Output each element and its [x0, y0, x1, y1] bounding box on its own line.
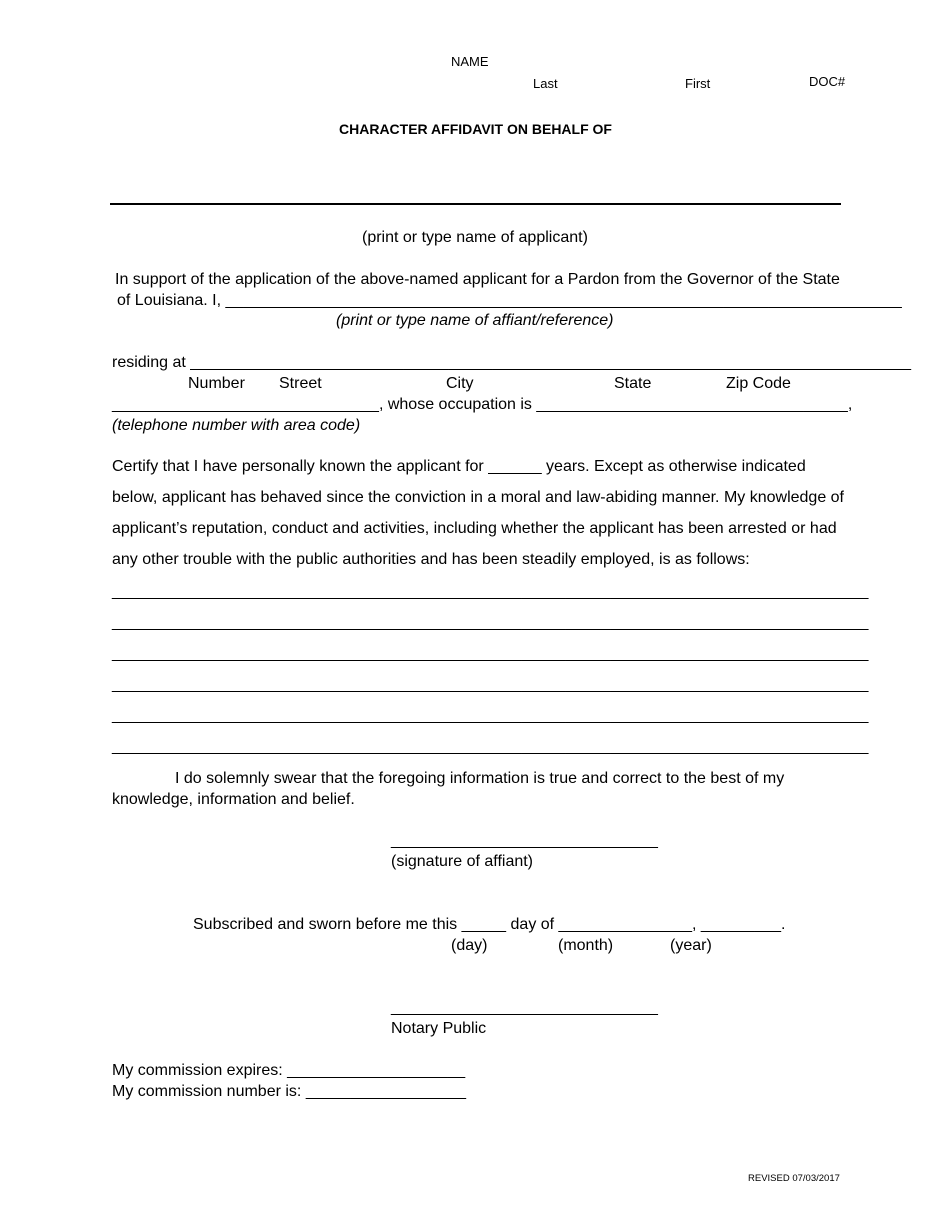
address-number-label: Number — [188, 375, 245, 392]
sworn-year-label: (year) — [670, 937, 712, 954]
notary-caption: Notary Public — [391, 1020, 487, 1037]
certify-text-line-1: Certify that I have personally known the applicant for ______ years. Except as otherwise indicated — [112, 458, 806, 475]
applicant-name-line[interactable] — [110, 203, 841, 205]
certify-text-line-3: applicant’s reputation, conduct and activities, including whether the applicant has been arrested or had — [112, 520, 837, 537]
affiant-signature-line[interactable]: ______________________________ — [391, 832, 658, 849]
notary-signature-line[interactable]: ______________________________ — [391, 999, 658, 1016]
commission-expires-field[interactable]: My commission expires: ____________________ — [112, 1062, 466, 1079]
answer-line[interactable]: _____________________________________________________________________________________ — [112, 738, 869, 755]
answer-line[interactable]: _____________________________________________________________________________________ — [112, 614, 869, 631]
certify-text-line-4: any other trouble with the public authorities and has been steadily employed, is as follows: — [112, 551, 750, 568]
form-title: CHARACTER AFFIDAVIT ON BEHALF OF — [339, 121, 612, 137]
address-street-label: Street — [279, 375, 322, 392]
phone-occupation-field[interactable]: ______________________________, whose occupation is ___________________________________, — [112, 396, 853, 413]
answer-line[interactable]: _____________________________________________________________________________________ — [112, 583, 869, 600]
answer-line[interactable]: _____________________________________________________________________________________ — [112, 707, 869, 724]
affiant-name-field[interactable]: of Louisiana. I, ____________________________________________________________________________ — [117, 292, 902, 309]
residence-field[interactable]: residing at _________________________________________________________________________________ — [112, 354, 912, 371]
certify-text-line-2: below, applicant has behaved since the conviction in a moral and law-abiding manner. My knowledge of — [112, 489, 844, 506]
oath-text-line-2: knowledge, information and belief. — [112, 791, 355, 808]
sworn-day-label: (day) — [451, 937, 488, 954]
address-city-label: City — [446, 375, 474, 392]
sworn-date-field[interactable]: Subscribed and sworn before me this _____ day of _______________, _________. — [193, 916, 786, 933]
sworn-month-label: (month) — [558, 937, 614, 954]
address-zip-label: Zip Code — [726, 375, 791, 392]
oath-text-line-1: I do solemnly swear that the foregoing information is true and correct to the best of my — [175, 770, 785, 787]
affiant-signature-caption: (signature of affiant) — [391, 853, 534, 870]
phone-caption: (telephone number with area code) — [112, 417, 361, 434]
support-text-line-1: In support of the application of the above-named applicant for a Pardon from the Governor of the State — [115, 271, 840, 288]
commission-number-field[interactable]: My commission number is: __________________ — [112, 1083, 466, 1100]
answer-line[interactable]: _____________________________________________________________________________________ — [112, 676, 869, 693]
answer-line[interactable]: _____________________________________________________________________________________ — [112, 645, 869, 662]
revision-date: REVISED 07/03/2017 — [748, 1173, 840, 1184]
applicant-name-caption: (print or type name of applicant) — [362, 229, 588, 246]
first-label: First — [685, 76, 711, 91]
affiant-name-caption: (print or type name of affiant/reference) — [336, 312, 614, 329]
address-state-label: State — [614, 375, 652, 392]
name-label: NAME — [451, 54, 489, 69]
last-label: Last — [533, 76, 558, 91]
doc-number-label: DOC# — [809, 74, 846, 89]
